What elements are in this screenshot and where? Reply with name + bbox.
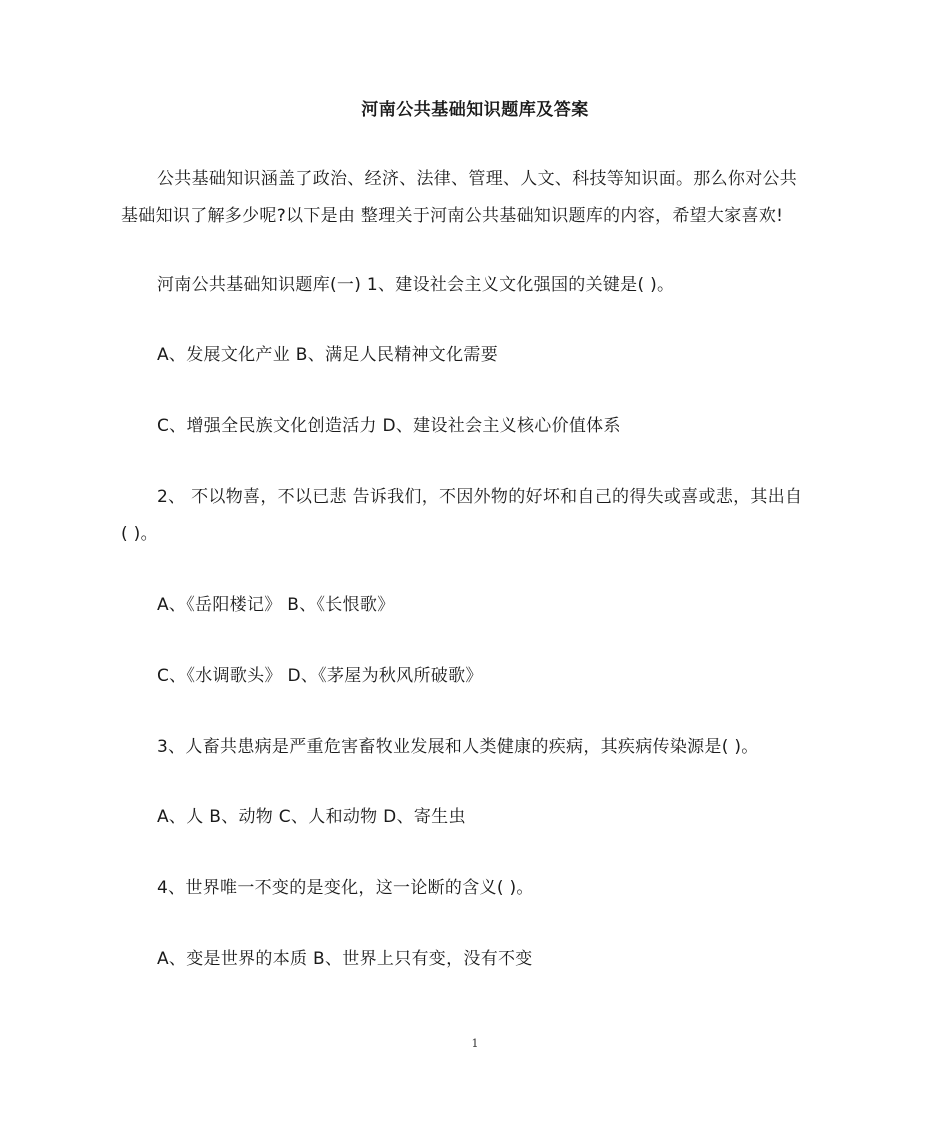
question-1-options-ab: A、发展文化产业 B、满足人民精神文化需要 — [157, 345, 498, 365]
page-number: 1 — [471, 1037, 479, 1050]
question-4-text: 4、世界唯一不变的是变化，这一论断的含义( )。 — [157, 878, 534, 898]
question-2-text-line-1: 2、 不以物喜，不以已悲 告诉我们，不因外物的好坏和自己的得失或喜或悲，其出自 — [157, 487, 803, 507]
question-1-text: 河南公共基础知识题库(一) 1、建设社会主义文化强国的关键是( )。 — [157, 275, 675, 295]
question-3-text: 3、人畜共患病是严重危害畜牧业发展和人类健康的疾病，其疾病传染源是( )。 — [157, 737, 759, 757]
question-2-text-line-2: ( )。 — [121, 524, 158, 544]
question-1-options-cd: C、增强全民族文化创造活力 D、建设社会主义核心价值体系 — [157, 416, 621, 436]
intro-line-1: 公共基础知识涵盖了政治、经济、法律、管理、人文、科技等知识面。那么你对公共 — [157, 169, 798, 189]
document-title: 河南公共基础知识题库及答案 — [361, 100, 589, 120]
intro-line-2: 基础知识了解多少呢?以下是由 整理关于河南公共基础知识题库的内容，希望大家喜欢! — [121, 206, 784, 226]
question-2-options-cd: C、《水调歌头》 D、《茅屋为秋风所破歌》 — [157, 666, 483, 686]
question-4-options-ab: A、变是世界的本质 B、世界上只有变，没有不变 — [157, 949, 533, 969]
question-2-options-ab: A、《岳阳楼记》 B、《长恨歌》 — [157, 595, 395, 615]
question-3-options: A、人 B、动物 C、人和动物 D、寄生虫 — [157, 807, 466, 827]
